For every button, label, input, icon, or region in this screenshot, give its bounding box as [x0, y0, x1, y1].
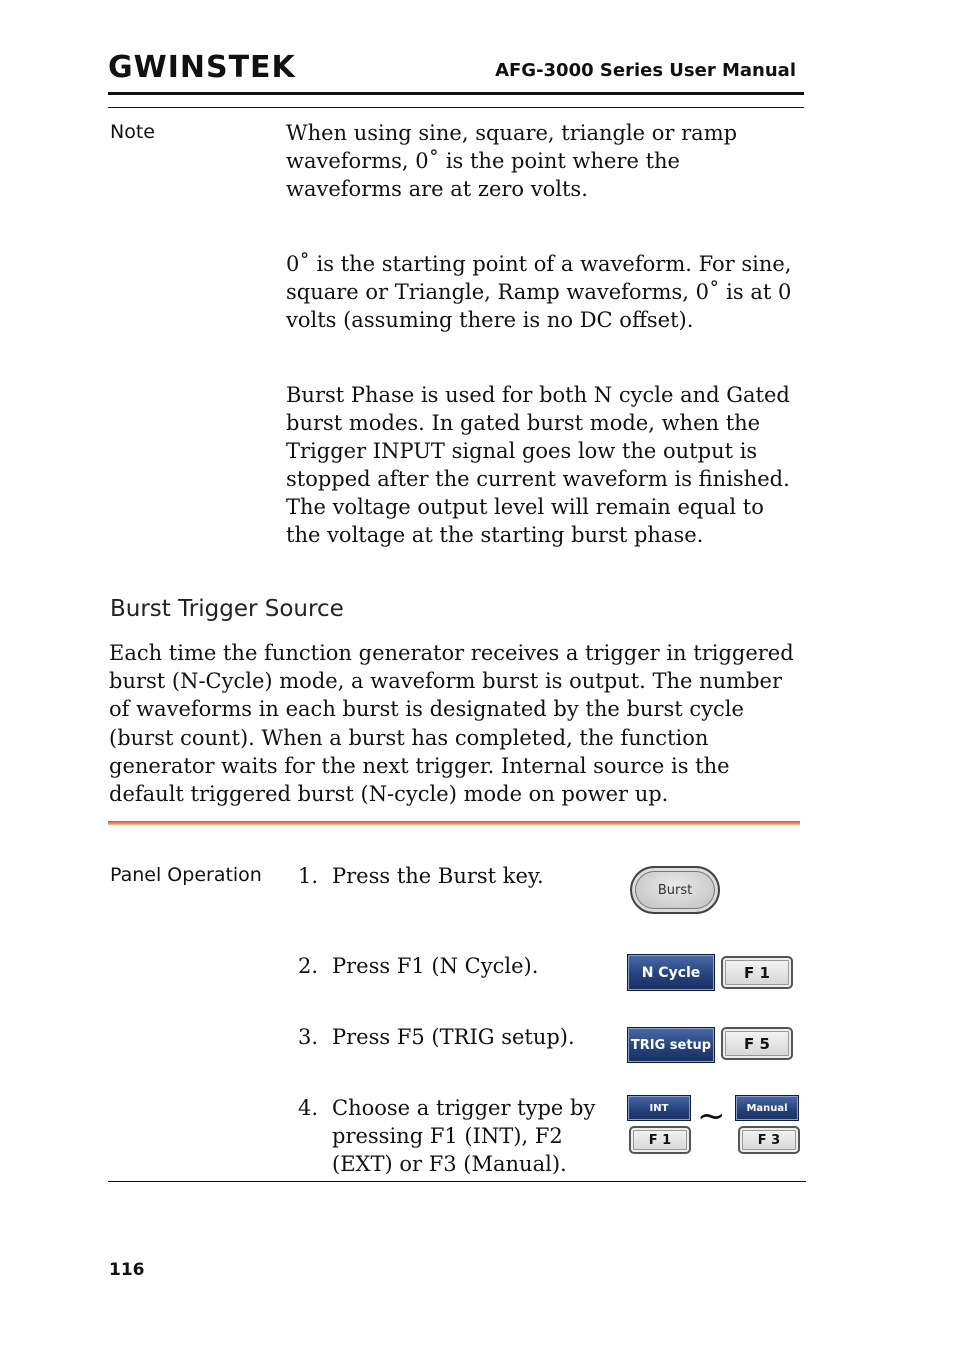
step-4 — [298, 1094, 618, 1178]
step-1 — [298, 862, 618, 890]
manual-softkey: Manual — [735, 1095, 799, 1121]
header-rule — [108, 92, 804, 95]
step-text: Press F1 (N Cycle). — [332, 954, 539, 978]
n-cycle-softkey: N Cycle — [627, 954, 715, 991]
range-tilde: ~ — [697, 1096, 726, 1136]
section-divider — [108, 821, 800, 825]
header-rule-thin — [108, 107, 804, 108]
burst-key: Burst — [630, 866, 720, 914]
f5-key: F 5 — [721, 1027, 793, 1060]
note-paragraph-3: Burst Phase is used for both N cycle and Gated burst modes. In gated burst mode, when the Trigger INPUT signal goes low the output is stopped after the current waveform is finished. The voltage output level will remain equal to the voltage at the starting burst phase. — [286, 383, 790, 547]
step-3 — [298, 1023, 618, 1051]
step-text: Press the Burst key. — [332, 864, 544, 888]
int-softkey: INT — [627, 1095, 691, 1121]
manual-title: AFG-3000 Series User Manual — [495, 60, 796, 81]
step-text: Press F5 (TRIG setup). — [332, 1025, 575, 1049]
f1-key: F 1 — [721, 956, 793, 989]
step-2 — [298, 952, 618, 980]
note-label: Note — [110, 121, 155, 143]
f1-key: F 1 — [629, 1126, 691, 1154]
section-body: Each time the function generator receives a trigger in triggered burst (N-Cycle) mode, a waveform burst is output. The number of waveforms in each burst is designated by the burst cycle (burst count). When a burst has completed, the function generator waits for the next trigger. Internal source is the default triggered burst (N-cycle) mode on power up. — [109, 641, 794, 807]
page-number: 116 — [109, 1260, 145, 1280]
step-number: 2. — [298, 954, 319, 978]
step-number: 1. — [298, 864, 319, 888]
step-number: 3. — [298, 1025, 319, 1049]
panel-operation-label: Panel Operation — [110, 864, 262, 886]
step-number: 4. — [298, 1096, 319, 1120]
f3-key: F 3 — [738, 1126, 800, 1154]
gwinstek-logo: GWINSTEK — [108, 50, 296, 85]
note-paragraph-1: When using sine, square, triangle or ramp waveforms, 0˚ is the point where the waveforms are at zero volts. — [286, 121, 738, 201]
panel-bottom-rule — [108, 1181, 806, 1182]
note-paragraph-2: 0˚ is the starting point of a waveform. For sine, square or Triangle, Ramp waveforms, 0˚ is at 0 volts (assuming there is no DC offset). — [286, 252, 792, 332]
section-heading: Burst Trigger Source — [110, 596, 344, 622]
step-text: Choose a trigger type by pressing F1 (INT), F2 (EXT) or F3 (Manual). — [332, 1096, 596, 1176]
trig-setup-softkey: TRIG setup — [627, 1027, 715, 1063]
